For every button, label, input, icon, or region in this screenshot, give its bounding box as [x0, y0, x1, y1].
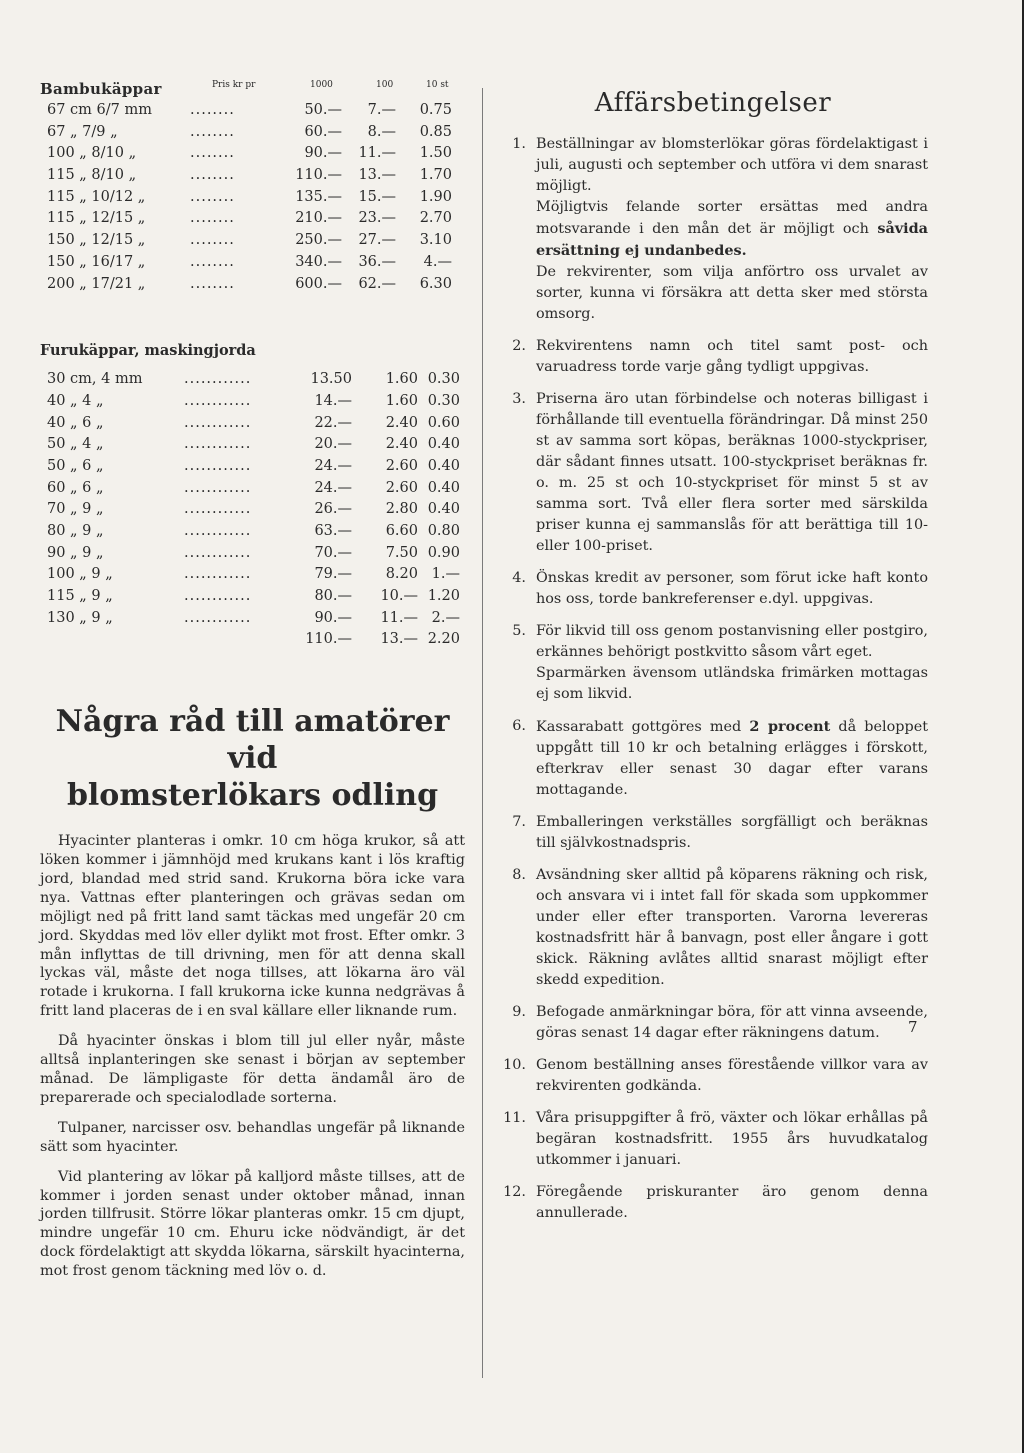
price-row: [40, 167, 465, 189]
term-number: 9.: [512, 1004, 526, 1020]
size-spec: 70 „ 9 „: [47, 501, 104, 518]
size-spec: 115 „ 12/15 „: [47, 210, 146, 227]
bamboo-rows: [40, 102, 465, 297]
price-1000: 80.—: [314, 588, 352, 605]
size-spec: 67 cm 6/7 mm: [47, 102, 152, 118]
price-row: [40, 145, 465, 167]
size-spec: 40 „ 4 „: [47, 392, 104, 409]
size-spec: 90 „ 9 „: [47, 544, 104, 561]
essay-paragraph: Tulpaner, narcisser osv. behandlas ungefär på liknande sätt som hyacinter.: [40, 1119, 465, 1155]
term-item: [498, 1055, 928, 1097]
term-number: 4.: [512, 570, 526, 586]
term-emphasis: 2 procent: [749, 718, 831, 735]
price-1000: 110.—: [305, 631, 352, 648]
price-10: 1.70: [419, 167, 452, 184]
term-text: Emballeringen verkställes sorgfälligt och beräknas till självkostnadspris.: [536, 814, 928, 851]
price-1000: 340.—: [295, 253, 342, 270]
essay-title-line2: blomsterlökars odling: [66, 778, 439, 814]
leader-dots: ............: [184, 414, 252, 431]
price-1000: 22.—: [314, 414, 352, 431]
size-spec: 50 „ 6 „: [47, 457, 104, 474]
leader-dots: ............: [184, 523, 252, 539]
price-10: 1.50: [419, 145, 452, 162]
price-1000: 50.—: [304, 102, 342, 118]
price-row: [40, 610, 465, 632]
leader-dots: ............: [184, 436, 252, 453]
price-10: 2.—: [431, 609, 460, 626]
price-row: [40, 276, 465, 298]
price-10: 0.60: [427, 414, 460, 431]
price-1000: 90.—: [314, 609, 352, 626]
leader-dots: ........: [190, 102, 235, 118]
right-column: [498, 80, 928, 1235]
price-row: [40, 458, 465, 480]
term-item: [498, 865, 928, 991]
leader-dots: ............: [184, 609, 252, 626]
price-1000: 90.—: [304, 145, 342, 162]
price-10: 0.30: [427, 371, 460, 388]
terms-title: Affärsbetingelser: [594, 88, 832, 118]
size-spec: 60 „ 6 „: [47, 479, 104, 496]
leader-dots: ............: [184, 566, 252, 583]
price-1000: 26.—: [314, 501, 352, 518]
pine-title: Furukäppar, maskingjorda: [40, 342, 256, 360]
essay-paragraph: Vid plantering av lökar på kalljord måste tillses, att de kommer i jorden senast under oktober månad, innan jorden tillfrusit. Större lökar planteras omkr. 15 cm djupt, mindre ungefär 10 cm. Ehuru icke nödvändigt, är det dock fördelaktigt att skydda lökarna, särskilt hyacinterna, mot frost genom täckning med löv o. d.: [40, 1168, 465, 1280]
price-1000: 63.—: [314, 523, 352, 539]
price-1000: 110.—: [295, 167, 342, 184]
size-spec: 150 „ 12/15 „: [47, 232, 146, 249]
size-spec: 100 „ 9 „: [47, 566, 113, 583]
term-text: Befogade anmärkningar böra, för att vinna avseende, göras senast 14 dagar efter räkningens datum.: [536, 1004, 928, 1041]
term-item: [498, 389, 928, 557]
price-row: [40, 189, 465, 211]
size-spec: 67 „ 7/9 „: [47, 123, 118, 140]
term-number: 5.: [512, 623, 526, 639]
term-number: 7.: [512, 814, 526, 830]
price-row: [40, 371, 465, 393]
leader-dots: ............: [184, 479, 252, 496]
leader-dots: ............: [184, 457, 252, 474]
price-row: [40, 232, 465, 254]
price-row: [40, 415, 465, 437]
price-10: 0.90: [427, 544, 460, 561]
term-number: 6.: [512, 718, 526, 734]
size-spec: 30 cm, 4 mm: [47, 371, 143, 388]
size-spec: 150 „ 16/17 „: [47, 253, 146, 270]
header-100: 100: [376, 80, 394, 90]
term-text: Föregående priskuranter äro genom denna annullerade.: [536, 1184, 928, 1221]
price-10: 3.10: [419, 232, 452, 249]
bamboo-price-table: [40, 80, 465, 297]
price-row: [40, 254, 465, 276]
term-number: 2.: [512, 338, 526, 354]
price-100: 2.60: [385, 457, 418, 474]
price-10: 1.90: [419, 188, 452, 205]
price-row: [40, 480, 465, 502]
price-100: 7.50: [385, 544, 418, 561]
price-100: 2.40: [385, 414, 418, 431]
term-text: Genom beställning anses förestående villkor vara av rekvirenten godkända.: [536, 1057, 928, 1094]
price-10: 0.40: [427, 457, 460, 474]
price-100: 1.60: [385, 371, 418, 388]
price-row: [40, 393, 465, 415]
price-100: 15.—: [358, 188, 396, 205]
price-1000: 60.—: [304, 123, 342, 140]
price-10: 2.20: [427, 631, 460, 648]
price-100: 27.—: [358, 232, 396, 249]
price-100: 2.80: [385, 501, 418, 518]
term-item: [498, 716, 928, 801]
term-text: Rekvirentens namn och titel samt post- och varuadress torde varje gång tydligt uppgivas.: [536, 338, 928, 375]
leader-dots: ........: [190, 232, 235, 249]
price-row: [40, 102, 465, 124]
term-number: 10.: [503, 1057, 526, 1073]
leader-dots: ............: [184, 588, 252, 605]
size-spec: 115 „ 9 „: [47, 588, 113, 605]
term-emphasis: såvida ersättning ej undanbedes.: [536, 220, 928, 259]
leader-dots: ........: [190, 210, 235, 227]
price-100: 36.—: [358, 253, 396, 270]
price-10: 0.40: [427, 436, 460, 453]
header-price-per: Pris kr pr: [212, 80, 256, 90]
term-text: De rekvirenter, som vilja anförtro oss urvalet av sorter, kunna vi försäkra att detta sker med största omsorg.: [536, 264, 928, 322]
term-text: Beställningar av blomsterlökar göras fördelaktigast i juli, augusti och september och utföra vi dem snarast möjligt.: [536, 136, 928, 194]
pine-price-table: [40, 371, 465, 653]
price-row: [40, 210, 465, 232]
header-1000: 1000: [310, 80, 333, 90]
term-number: 8.: [512, 867, 526, 883]
price-100: 11.—: [380, 609, 418, 626]
price-10: 0.75: [419, 102, 452, 118]
header-10: 10 st: [426, 80, 449, 90]
price-row: [40, 436, 465, 458]
term-item: [498, 1002, 928, 1044]
size-spec: 100 „ 8/10 „: [47, 145, 137, 162]
term-item: [498, 1182, 928, 1224]
term-item: [498, 134, 928, 325]
price-row: [40, 588, 465, 610]
size-spec: 200 „ 17/21 „: [47, 275, 146, 292]
term-item: [498, 621, 928, 705]
leader-dots: ........: [190, 188, 235, 205]
price-10: 0.30: [427, 392, 460, 409]
leader-dots: ........: [190, 167, 235, 184]
size-spec: 50 „ 4 „: [47, 436, 104, 453]
price-10: 0.85: [419, 123, 452, 140]
price-100: 23.—: [358, 210, 396, 227]
price-100: 7.—: [367, 102, 396, 118]
price-1000: 70.—: [314, 544, 352, 561]
leader-dots: ........: [190, 123, 235, 140]
price-10: 1.—: [431, 566, 460, 583]
price-100: 62.—: [358, 275, 396, 292]
price-100: 10.—: [380, 588, 418, 605]
price-1000: 600.—: [295, 275, 342, 292]
price-100: 2.40: [385, 436, 418, 453]
leader-dots: ............: [184, 392, 252, 409]
size-spec: 80 „ 9 „: [47, 523, 104, 539]
price-100: 11.—: [358, 145, 396, 162]
leader-dots: ........: [190, 275, 235, 292]
leader-dots: ............: [184, 501, 252, 518]
price-row: [40, 124, 465, 146]
term-text: Priserna äro utan förbindelse och noteras billigast i förhållande till eventuella förändringar. Då minst 250 st av samma sort köpas, beräknas 1000-styckpriser, där sådant finnes utsatt. 100-styckpriset beräknas fr. o. m. 25 st och 10-styckpriset för minst 5 st av samma sort. Två eller flera sorter med särskilda priser kunna ej sammanslås för att berättiga till 10- eller 100-priset.: [536, 391, 928, 554]
term-text: Kassarabatt gottgöres med: [536, 719, 742, 735]
term-text: då beloppet uppgått till 10 kr och betalning erlägges i förskott, efterkrav eller senast 30 dagar efter varans mottagande.: [536, 719, 929, 798]
price-10: 1.20: [427, 588, 460, 605]
price-row: [40, 523, 465, 545]
leader-dots: ........: [190, 253, 235, 270]
price-row: [40, 545, 465, 567]
page-number: 7: [908, 1018, 918, 1036]
size-spec: 115 „ 10/12 „: [47, 188, 146, 205]
essay-title-line1: Några råd till amatörer vid: [55, 704, 450, 777]
term-text: Önskas kredit av personer, som förut icke haft konto hos oss, torde bankreferenser e.dyl. uppgivas.: [536, 570, 928, 607]
column-divider: [482, 88, 483, 1378]
price-1000: 13.50: [310, 371, 352, 388]
size-spec: 115 „ 8/10 „: [47, 167, 137, 184]
term-number: 3.: [512, 391, 526, 407]
term-item: [498, 568, 928, 610]
price-100: 8.—: [367, 123, 396, 140]
term-number: 1.: [512, 136, 526, 152]
price-100: 1.60: [385, 392, 418, 409]
leader-dots: ............: [184, 371, 252, 388]
price-1000: 250.—: [295, 232, 342, 249]
price-1000: 210.—: [295, 210, 342, 227]
leader-dots: ............: [184, 544, 252, 561]
price-10: 0.80: [427, 523, 460, 539]
price-100: 13.—: [358, 167, 396, 184]
essay-title: [40, 703, 465, 814]
left-column: [40, 80, 465, 1292]
price-10: 0.40: [427, 501, 460, 518]
price-1000: 24.—: [314, 457, 352, 474]
price-1000: 79.—: [314, 566, 352, 583]
size-spec: 40 „ 6 „: [47, 414, 104, 431]
term-text: Avsändning sker alltid på köparens räkning och risk, och ansvara vi i intet fall för skada som uppkommer under eller efter transporten. Varorna levereras kostnadsfritt här å banvagn, post eller ångare i gott skick. Räkning avlåtes alltid snarast möjligt efter skedd expedition.: [536, 867, 928, 988]
essay-paragraph: Hyacinter planteras i omkr. 10 cm höga krukor, så att löken kommer i jämnhöjd med krukans kant i lös kraftig jord, blandad med strid sand. Krukorna böra icke vara nya. Vattnas efter planteringen och grävas sedan om möjligt ned på fritt land samt täckas med ungefär 20 cm jord. Skyddas med löv eller dylikt mot frost. Efter omkr. 3 mån inflyttas de till drivning, men för att denna skall lyckas väl, måste det noga tillses, att lökarna äro väl rotade i krukorna. I fall krukorna icke kunna nedgrävas å fritt land placeras de i en sval källare eller liknande rum.: [40, 833, 465, 1020]
term-text: För likvid till oss genom postanvisning eller postgiro, erkännes behörigt postkvitto såsom vårt eget.: [536, 623, 928, 660]
price-100: 13.—: [380, 631, 418, 648]
price-100: 8.20: [385, 566, 418, 583]
price-10: 0.40: [427, 479, 460, 496]
essay-body: [40, 832, 465, 1281]
term-number: 11.: [503, 1110, 526, 1126]
term-number: 12.: [503, 1184, 526, 1200]
size-spec: 130 „ 9 „: [47, 609, 113, 626]
price-row: [40, 501, 465, 523]
price-1000: 24.—: [314, 479, 352, 496]
term-text: Våra prisuppgifter å frö, växter och lökar erhållas på begäran kostnadsfritt. 1955 års huvudkatalog utkommer i januari.: [536, 1110, 928, 1168]
price-10: 2.70: [419, 210, 452, 227]
term-text: Sparmärken ävensom utländska frimärken mottagas ej som likvid.: [536, 665, 928, 702]
bamboo-title: Bambukäppar: [40, 80, 162, 98]
term-item: [498, 812, 928, 854]
price-10: 6.30: [419, 275, 452, 292]
essay-paragraph: Då hyacinter önskas i blom till jul eller nyår, måste alltså inplanteringen ske senast i början av september månad. De lämpligaste för detta ändamål äro de preparerade och specialodlade sorterna.: [40, 1033, 465, 1106]
leader-dots: ........: [190, 145, 235, 162]
price-100: 6.60: [385, 523, 418, 539]
price-1000: 20.—: [314, 436, 352, 453]
term-item: [498, 1108, 928, 1171]
price-100: 2.60: [385, 479, 418, 496]
term-text: Möjligtvis felande sorter ersättas med andra motsvarande i den mån det är möjligt och: [536, 199, 928, 237]
price-1000: 14.—: [314, 392, 352, 409]
price-10: 4.—: [423, 253, 452, 270]
price-1000: 135.—: [295, 188, 342, 205]
price-row: [40, 631, 465, 653]
term-item: [498, 336, 928, 378]
price-row: [40, 566, 465, 588]
